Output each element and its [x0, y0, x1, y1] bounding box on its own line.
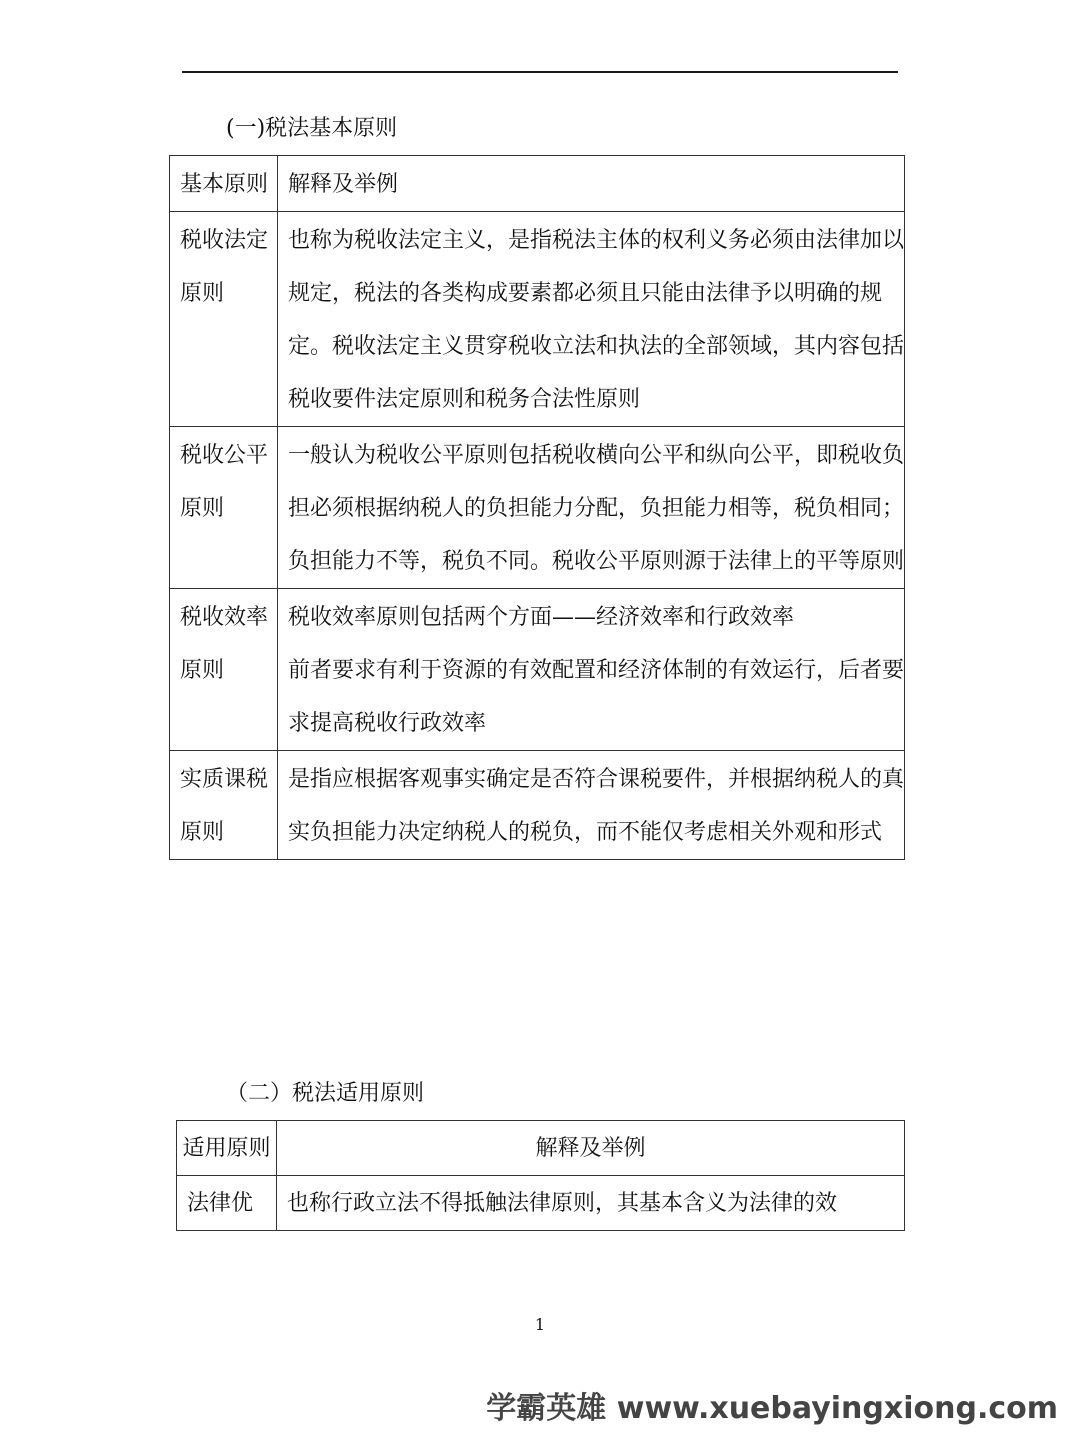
explanation-line: 税收效率原则包括两个方面——经济效率和行政效率 — [288, 605, 795, 630]
section-heading-application-principles: （二）税法适用原则 — [226, 1081, 425, 1106]
principle-explanation: 是指应根据客观事实确定是否符合课税要件，并根据纳税人的真实负担能力决定纳税人的税负，而不能仅考虑相关外观和形式 — [278, 751, 905, 860]
principle-name: 税收公平原则 — [170, 427, 278, 589]
table-header-row — [177, 1121, 905, 1176]
header-rule — [182, 71, 898, 73]
section-heading-basic-principles: (一)税法基本原则 — [226, 116, 398, 141]
principle-name: 税收效率原则 — [170, 589, 278, 751]
table-row — [177, 1176, 905, 1231]
principle-explanation: 也称为税收法定主义，是指税法主体的权利义务必须由法律加以规定，税法的各类构成要素都必须且只能由法律予以明确的规定。税收法定主义贯穿税收立法和执法的全部领域，其内容包括税收要件法定原则和税务合法性原则 — [278, 212, 905, 427]
principle-name: 税收法定原则 — [170, 212, 278, 427]
table-row — [170, 751, 905, 860]
page-number: 1 — [534, 1315, 546, 1334]
principle-explanation: 也称行政立法不得抵触法律原则，其基本含义为法律的效 — [277, 1176, 905, 1231]
table-row — [170, 589, 905, 751]
header-cell-explanation: 解释及举例 — [277, 1121, 905, 1176]
table-row — [170, 212, 905, 427]
principle-explanation: 一般认为税收公平原则包括税收横向公平和纵向公平，即税收负担必须根据纳税人的负担能力分配，负担能力相等，税负相同；负担能力不等，税负不同。税收公平原则源于法律上的平等原则 — [278, 427, 905, 589]
explanation-line: 前者要求有利于资源的有效配置和经济体制的有效运行，后者要求提高税收行政效率 — [288, 658, 905, 736]
table-row — [170, 427, 905, 589]
table-header-row — [170, 156, 905, 212]
header-cell-explanation: 解释及举例 — [278, 156, 905, 212]
basic-principles-table — [169, 155, 905, 860]
header-cell-principle: 适用原则 — [177, 1121, 277, 1176]
principle-name: 实质课税原则 — [170, 751, 278, 860]
principle-name: 法律优 — [177, 1176, 277, 1231]
header-cell-principle: 基本原则 — [170, 156, 278, 212]
principle-explanation — [278, 589, 905, 751]
site-watermark: 学霸英雄 www.xuebayingxiong.com — [486, 1391, 1058, 1426]
application-principles-table — [176, 1120, 905, 1231]
